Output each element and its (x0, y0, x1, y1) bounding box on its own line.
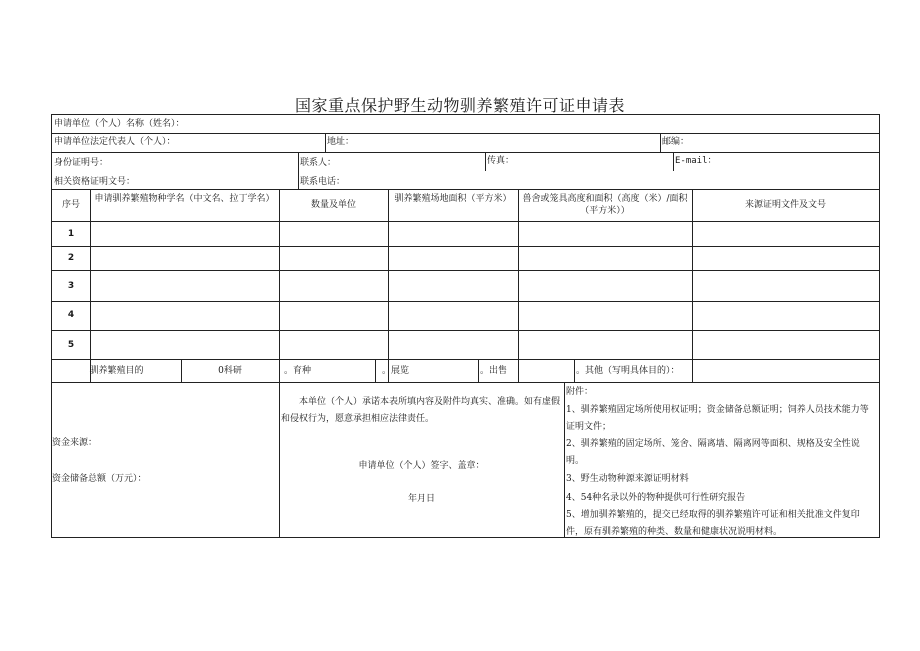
attachment-item: 3、野生动物种源来源证明材料 (566, 474, 689, 484)
fax-label: 传真： (487, 156, 515, 166)
signature-label: 申请单位（个人）签字、盖章： (358, 461, 485, 471)
contact-person-label: 联系人： (300, 158, 337, 168)
col-header-species: 申请驯养繁殖物种学名（中文名、拉丁学名） (94, 194, 275, 204)
email-label: E-mail： (675, 156, 717, 166)
purpose-option-exhibition[interactable]: 。展览 (382, 366, 410, 376)
attachment-item: 4、54种名录以外的物种提供可行性研究报告 (566, 493, 746, 503)
legal-rep-label: 申请单位法定代表人（个人）： (54, 137, 176, 147)
purpose-label: 驯养繁殖目的 (89, 366, 144, 376)
col-header-enclosure: 兽舍或笼具高度和面积（高度（米）/面积（平方米）） (522, 194, 688, 216)
attachment-item: 2、驯养繁殖的固定场所、笼舍、隔离墙、隔离网等面积、规格及安全性说明。 (566, 439, 860, 466)
qualification-no-label: 相关资格证明文号： (54, 177, 136, 187)
row-number: 1 (67, 229, 75, 239)
purpose-option-research[interactable]: 0科研 (218, 366, 242, 376)
application-form (51, 114, 880, 538)
row-number: 2 (67, 253, 75, 263)
row-number: 5 (67, 340, 75, 350)
row-number: 3 (67, 281, 75, 291)
attachments-heading: 附件： (566, 387, 594, 397)
funding-source-label: 资金来源： (52, 438, 98, 448)
page-title: 国家重点保护野生动物驯养繁殖许可证申请表 (294, 96, 625, 115)
address-label: 地址： (327, 137, 355, 147)
col-header-site-area: 驯养繁殖场地面积（平方米） (394, 194, 512, 204)
postcode-label: 邮编： (662, 137, 690, 147)
purpose-option-other[interactable]: 。其他（写明具体目的）： (576, 366, 680, 376)
row-number: 4 (67, 310, 75, 320)
funding-reserve-label: 资金储备总额（万元）： (52, 474, 147, 484)
purpose-option-sale[interactable]: 。出售 (480, 366, 508, 376)
purpose-option-breeding[interactable]: 。育种 (284, 366, 312, 376)
pledge-statement: 本单位（个人）承诺本表所填内容及附件均真实、准确。如有虚假和侵权行为，愿意承担相应法律责任。 (281, 397, 561, 424)
attachment-item: 1、驯养繁殖固定场所使用权证明；资金储备总额证明；饲养人员技术能力等证明文件； (566, 405, 869, 432)
date-label: 年月日 (407, 494, 435, 504)
applicant-name-label: 申请单位（个人）名称（姓名）： (54, 119, 185, 129)
attachment-item: 5、增加驯养繁殖的，提交已经取得的驯养繁殖许可证和相关批准文件复印件，原有驯养繁殖的种类、数量和健康状况说明材料。 (566, 510, 860, 537)
phone-label: 联系电话： (300, 177, 346, 187)
col-header-source-docs: 来源证明文件及文号 (744, 200, 826, 210)
col-header-quantity: 数量及单位 (310, 200, 356, 210)
id-number-label: 身份证明号： (54, 158, 109, 168)
col-header-index: 序号 (61, 200, 80, 210)
